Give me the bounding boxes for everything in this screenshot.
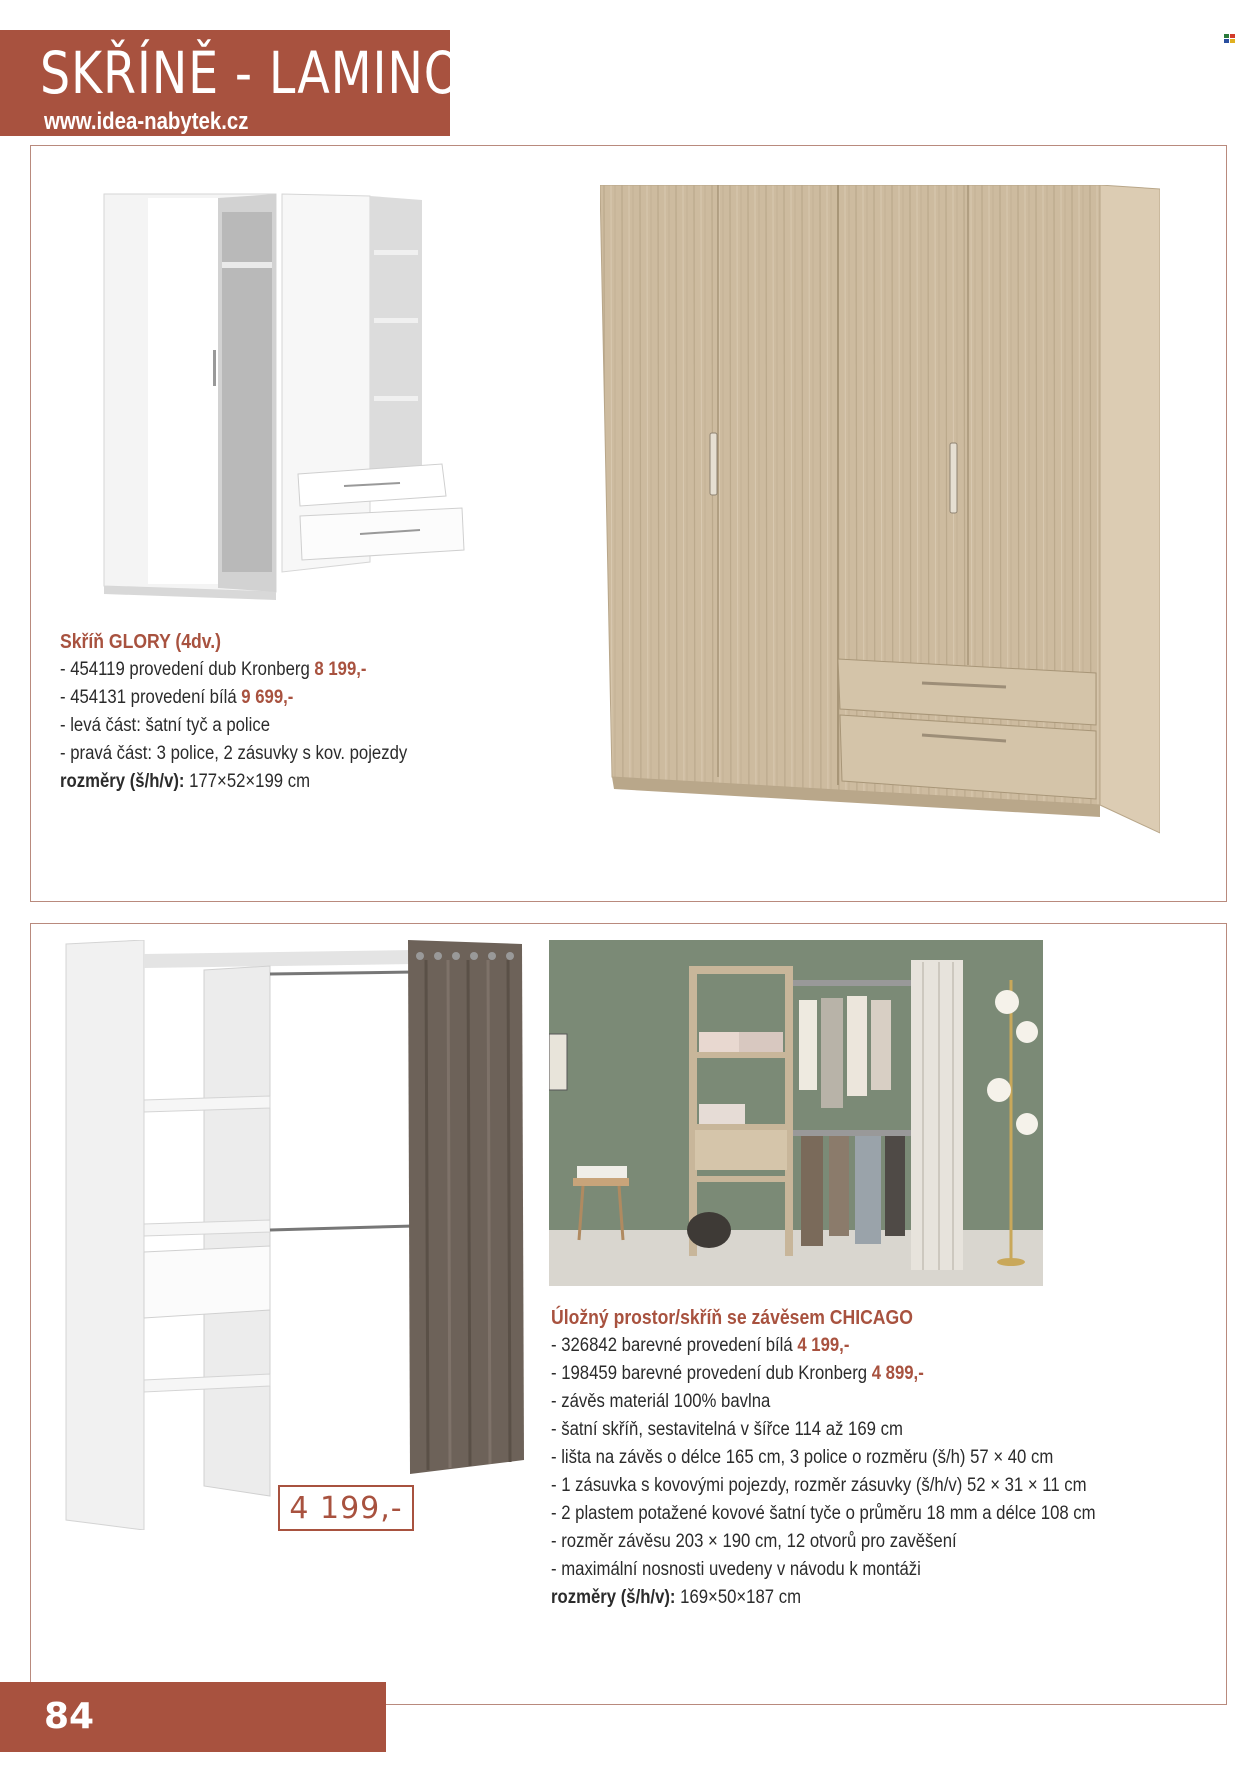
list-item: - 2 plastem potažené kovové šatní tyče o průměru 18 mm a délce 108 cm (551, 1503, 1096, 1524)
list-item: - 326842 barevné provedení bílá 4 199,- (551, 1335, 850, 1356)
glory-description (60, 628, 455, 796)
chicago-description (551, 1304, 1170, 1612)
price-oak: 4 899,- (871, 1363, 924, 1384)
product-title-chicago: Úložný prostor/skříň se závěsem CHICAGO (551, 1307, 913, 1329)
list-item: - 198459 barevné provedení dub Kronberg 4 899,- (551, 1363, 924, 1384)
price-oak: 8 199,- (314, 659, 367, 680)
price-white: 9 699,- (241, 687, 294, 708)
page-number: 84 (44, 1696, 95, 1737)
list-item: - 1 zásuvka s kovovými pojezdy, rozměr zásuvky (š/h/v) 52 × 31 × 11 cm (551, 1475, 1087, 1496)
page-title: SKŘÍNĚ - LAMINO (40, 39, 462, 107)
chicago-room-photo (549, 940, 1043, 1286)
list-item: - šatní skříň, sestavitelná v šířce 114 až 169 cm (551, 1419, 903, 1440)
glory-white-wardrobe-image (100, 190, 470, 600)
list-item: - pravá část: 3 police, 2 zásuvky s kov. pojezdy (60, 743, 408, 764)
price-white: 4 199,- (797, 1335, 850, 1356)
product-title-glory: Skříň GLORY (4dv.) (60, 631, 222, 653)
list-item: - maximální nosnosti uvedeny v návodu k montáži (551, 1559, 921, 1580)
dimensions: rozměry (š/h/v): 177×52×199 cm (60, 771, 311, 792)
corner-mark-icon (1224, 34, 1236, 44)
glory-oak-wardrobe-image (600, 185, 1160, 835)
list-item: - 454131 provedení bílá 9 699,- (60, 687, 294, 708)
list-item: - levá část: šatní tyč a police (60, 715, 271, 736)
dimensions: rozměry (š/h/v): 169×50×187 cm (551, 1587, 802, 1608)
price-tag: 4 199,- (278, 1485, 414, 1531)
list-item: - 454119 provedení dub Kronberg 8 199,- (60, 659, 367, 680)
list-item: - závěs materiál 100% bavlna (551, 1391, 771, 1412)
website-link[interactable]: www.idea-nabytek.cz (44, 108, 249, 135)
list-item: - lišta na závěs o délce 165 cm, 3 police o rozměru (š/h) 57 × 40 cm (551, 1447, 1054, 1468)
list-item: - rozměr závěsu 203 × 190 cm, 12 otvorů pro zavěšení (551, 1531, 957, 1552)
chicago-wardrobe-image (64, 940, 534, 1530)
